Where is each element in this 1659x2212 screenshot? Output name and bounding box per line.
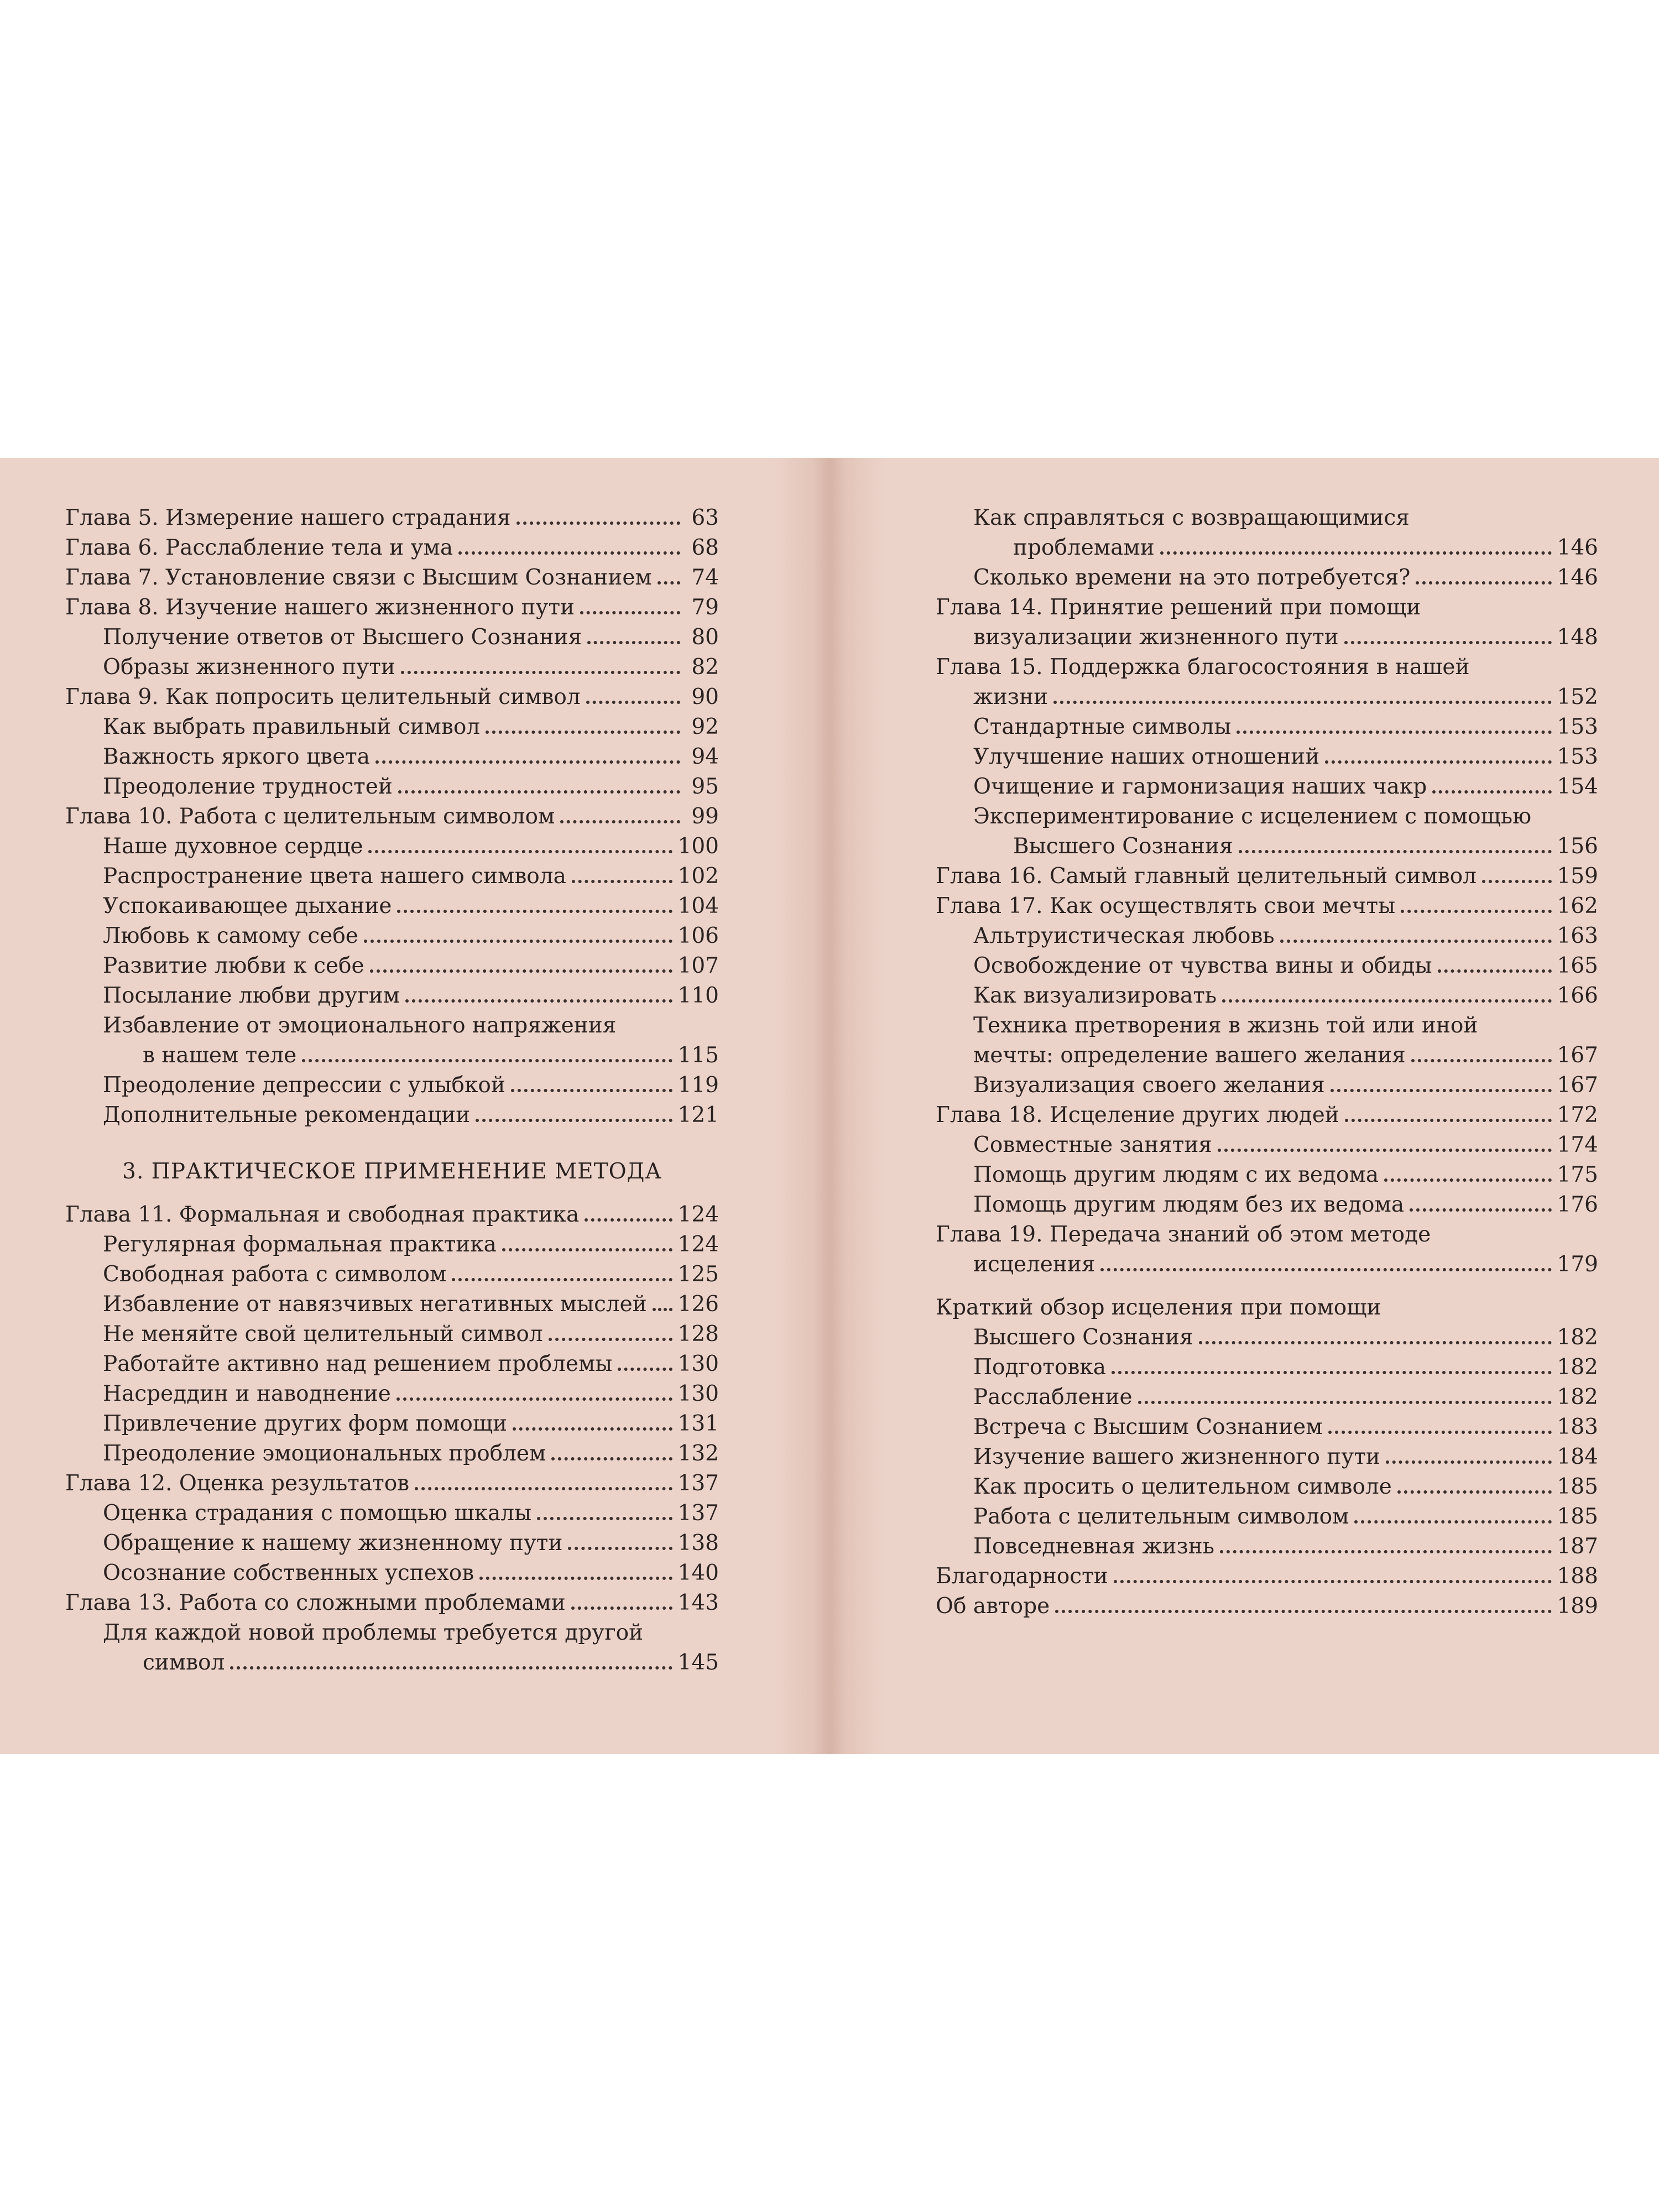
toc-entry xyxy=(65,1041,719,1071)
toc-entry xyxy=(65,921,719,951)
toc-entry xyxy=(936,1532,1598,1562)
toc-entry-page: 126 xyxy=(677,1292,719,1317)
toc-entry-title: Высшего Сознания xyxy=(973,1325,1193,1350)
toc-entry-page: 68 xyxy=(691,535,719,560)
toc-entry xyxy=(65,1011,719,1041)
toc-entry xyxy=(65,1499,719,1528)
toc-entry-title: Глава 13. Работа со сложными проблемами xyxy=(65,1590,566,1615)
toc-entry-page: 176 xyxy=(1557,1192,1598,1217)
toc-entry-title: Благодарности xyxy=(936,1564,1108,1589)
dot-leader xyxy=(587,641,680,644)
toc-entry xyxy=(936,1383,1598,1412)
left-page xyxy=(65,503,719,1731)
toc-entry-page: 188 xyxy=(1557,1564,1598,1589)
toc-entry-page: 124 xyxy=(677,1232,719,1257)
toc-entry-page: 182 xyxy=(1557,1355,1598,1380)
toc-entry xyxy=(65,1469,719,1499)
toc-entry-page: 175 xyxy=(1557,1162,1598,1187)
dot-leader xyxy=(1416,581,1551,585)
toc-entry-title: Преодоление эмоциональных проблем xyxy=(103,1441,546,1466)
toc-entry xyxy=(936,1442,1598,1472)
toc-entry-page: 100 xyxy=(677,834,719,859)
toc-entry-title: Очищение и гармонизация наших чакр xyxy=(973,774,1427,799)
dot-leader xyxy=(1280,940,1552,943)
toc-entry-title: Глава 19. Передача знаний об этом методе xyxy=(936,1222,1431,1247)
toc-entry-page: 167 xyxy=(1557,1043,1598,1068)
toc-entry-title: Техника претворения в жизнь той или иной xyxy=(973,1013,1478,1038)
toc-entry xyxy=(65,891,719,921)
dot-leader xyxy=(517,521,680,525)
toc-entry-page: 154 xyxy=(1557,774,1598,799)
toc-entry-title: Сколько времени на это потребуется? xyxy=(973,565,1411,590)
toc-entry-title: Глава 10. Работа с целительным символом xyxy=(65,804,555,829)
toc-entry-title: Глава 18. Исцеление других людей xyxy=(936,1103,1339,1128)
dot-leader xyxy=(458,551,680,555)
toc-entry-title: Важность яркого цвета xyxy=(103,744,370,769)
toc-entry-title: Осознание собственных успехов xyxy=(103,1561,474,1585)
toc-entry-title: Избавление от эмоционального напряжения xyxy=(103,1013,617,1038)
toc-entry-title: Как справляться с возвращающимися xyxy=(973,505,1410,530)
toc-entry-title: Преодоление трудностей xyxy=(103,774,393,799)
toc-entry xyxy=(65,742,719,772)
toc-entry xyxy=(936,1562,1598,1592)
dot-leader xyxy=(502,1248,672,1251)
dot-leader xyxy=(397,1397,672,1401)
toc-entry-page: 121 xyxy=(677,1103,719,1128)
toc-entry xyxy=(65,832,719,862)
toc-entry xyxy=(936,742,1598,772)
toc-entry-page: 143 xyxy=(677,1590,719,1615)
dot-leader xyxy=(1411,1059,1552,1062)
toc-entry-page: 79 xyxy=(691,595,719,620)
toc-entry-title: Глава 8. Изучение нашего жизненного пути xyxy=(65,595,575,620)
toc-entry xyxy=(65,862,719,891)
toc-entry xyxy=(65,503,719,533)
dot-leader xyxy=(618,1368,672,1371)
dot-leader xyxy=(1410,1208,1551,1212)
toc-entry xyxy=(65,1558,719,1588)
dot-leader xyxy=(1222,999,1551,1003)
toc-entry xyxy=(936,1412,1598,1442)
toc-entry xyxy=(936,533,1598,563)
toc-entry-page: 187 xyxy=(1557,1534,1598,1559)
toc-entry-page: 128 xyxy=(677,1322,719,1347)
toc-entry xyxy=(65,802,719,832)
toc-entry-page: 165 xyxy=(1557,953,1598,978)
toc-entry-page: 106 xyxy=(677,924,719,948)
toc-entry-page: 124 xyxy=(677,1202,719,1227)
toc-entry xyxy=(65,1319,719,1349)
dot-leader xyxy=(486,731,680,734)
toc-entry xyxy=(65,712,719,742)
toc-entry xyxy=(936,981,1598,1011)
toc-entry-title: символ xyxy=(143,1650,225,1675)
toc-entry-title: исцеления xyxy=(973,1252,1095,1277)
toc-entry-title: Встреча с Высшим Сознанием xyxy=(973,1415,1323,1439)
toc-entry-title: Подготовка xyxy=(973,1355,1107,1380)
toc-entry-title: Помощь другим людям с их ведома xyxy=(973,1162,1379,1187)
toc-entry-title: Свободная работа с символом xyxy=(103,1262,447,1287)
dot-leader xyxy=(1237,731,1551,734)
dot-leader xyxy=(571,1606,672,1610)
toc-entry-page: 107 xyxy=(677,953,719,978)
toc-entry xyxy=(65,682,719,712)
dot-leader xyxy=(1218,1149,1552,1152)
dot-leader xyxy=(549,1338,672,1341)
toc-entry xyxy=(936,1100,1598,1130)
toc-entry-title: Глава 17. Как осуществлять свои мечты xyxy=(936,894,1396,919)
toc-entry xyxy=(65,653,719,682)
toc-entry-page: 146 xyxy=(1557,535,1598,560)
toc-entry-page: 182 xyxy=(1557,1385,1598,1410)
toc-entry xyxy=(936,1472,1598,1502)
toc-entry-title: Глава 14. Принятие решений при помощи xyxy=(936,595,1421,620)
toc-entry-page: 179 xyxy=(1557,1252,1598,1277)
dot-leader xyxy=(1199,1341,1552,1344)
dot-leader xyxy=(401,671,680,674)
toc-entry-page: 163 xyxy=(1557,924,1598,948)
toc-entry-title: Не меняйте свой целительный символ xyxy=(103,1322,543,1347)
toc-entry xyxy=(65,1409,719,1439)
dot-leader xyxy=(1331,1089,1552,1092)
dot-leader xyxy=(1432,790,1551,794)
toc-entry xyxy=(936,1130,1598,1160)
dot-leader xyxy=(1325,760,1551,764)
toc-entry xyxy=(65,623,719,653)
toc-entry-title: Успокаивающее дыхание xyxy=(103,894,392,919)
toc-entry xyxy=(65,951,719,981)
toc-entry xyxy=(936,563,1598,593)
toc-entry xyxy=(65,1290,719,1319)
right-page xyxy=(936,503,1598,1731)
toc-entry xyxy=(65,1528,719,1558)
toc-entry xyxy=(936,653,1598,682)
toc-entry-page: 153 xyxy=(1557,744,1598,769)
dot-leader xyxy=(1328,1431,1552,1434)
toc-entry-title: Работайте активно над решением проблемы xyxy=(103,1352,613,1376)
toc-entry-page: 140 xyxy=(677,1561,719,1585)
toc-entry xyxy=(936,1293,1598,1323)
dot-leader xyxy=(568,1547,672,1550)
toc-entry xyxy=(65,533,719,563)
dot-leader xyxy=(230,1666,672,1670)
toc-entry-title: Распространение цвета нашего символа xyxy=(103,864,566,889)
toc-entry xyxy=(936,862,1598,891)
toc-entry xyxy=(936,593,1598,623)
toc-entry xyxy=(936,1041,1598,1071)
toc-entry-page: 185 xyxy=(1557,1474,1598,1499)
toc-entry-page: 152 xyxy=(1557,685,1598,709)
toc-entry-page: 131 xyxy=(677,1411,719,1436)
toc-entry-title: Об авторе xyxy=(936,1594,1050,1619)
toc-entry-title: Экспериментирование с исцелением с помощью xyxy=(973,804,1532,829)
toc-entry xyxy=(65,1439,719,1469)
toc-entry-title: Глава 5. Измерение нашего страдания xyxy=(65,505,511,530)
toc-list-right xyxy=(936,503,1598,1621)
toc-entry-title: визуализации жизненного пути xyxy=(973,625,1339,650)
dot-leader xyxy=(405,999,672,1003)
toc-entry-page: 82 xyxy=(691,655,719,680)
toc-entry-title: Улучшение наших отношений xyxy=(973,744,1320,769)
toc-entry-title: Глава 6. Расслабление тела и ума xyxy=(65,535,453,560)
toc-entry-title: Для каждой новой проблемы требуется другой xyxy=(103,1620,644,1645)
toc-entry-title: Наше духовное сердце xyxy=(103,834,363,859)
toc-entry-title: Регулярная формальная практика xyxy=(103,1232,497,1257)
toc-entry xyxy=(936,623,1598,653)
toc-list-left-top xyxy=(65,503,719,1130)
toc-entry-title: Преодоление депрессии с улыбкой xyxy=(103,1073,505,1098)
toc-entry xyxy=(936,1220,1598,1250)
toc-entry-page: 92 xyxy=(691,714,719,739)
toc-entry xyxy=(65,1588,719,1618)
dot-leader xyxy=(1354,1520,1551,1524)
toc-entry-title: Повседневная жизнь xyxy=(973,1534,1215,1559)
toc-entry-page: 94 xyxy=(691,744,719,769)
dot-leader xyxy=(585,1218,672,1222)
toc-entry-page: 174 xyxy=(1557,1133,1598,1157)
toc-entry-page: 137 xyxy=(677,1471,719,1496)
toc-entry-title: Совместные занятия xyxy=(973,1133,1212,1157)
toc-entry-page: 63 xyxy=(691,505,719,530)
toc-entry-title: Получение ответов от Высшего Сознания xyxy=(103,625,582,650)
dot-leader xyxy=(375,760,680,764)
toc-entry-title: Избавление от навязчивых негативных мыслей xyxy=(103,1292,647,1317)
dot-leader xyxy=(1112,1371,1551,1374)
dot-leader xyxy=(1397,1490,1552,1494)
section-title: 3. ПРАКТИЧЕСКОЕ ПРИМЕНЕНИЕ МЕТОДА xyxy=(122,1159,662,1184)
dot-leader xyxy=(476,1119,672,1122)
toc-entry xyxy=(936,1160,1598,1190)
dot-leader xyxy=(1438,969,1552,973)
dot-leader xyxy=(537,1517,672,1520)
toc-entry-page: 119 xyxy=(677,1073,719,1098)
toc-entry-page: 145 xyxy=(677,1650,719,1675)
toc-entry-title: Глава 9. Как попросить целительный символ xyxy=(65,685,581,709)
dot-leader xyxy=(658,581,680,585)
toc-entry-page: 110 xyxy=(677,983,719,1008)
dot-leader xyxy=(513,1427,672,1431)
toc-entry xyxy=(65,1379,719,1409)
dot-leader xyxy=(1160,551,1552,555)
toc-entry-page: 189 xyxy=(1557,1594,1598,1619)
toc-entry-page: 185 xyxy=(1557,1504,1598,1529)
toc-entry-page: 138 xyxy=(677,1531,719,1556)
dot-leader xyxy=(1100,1268,1551,1271)
toc-entry-title: Насреддин и наводнение xyxy=(103,1381,391,1406)
toc-entry-title: Развитие любви к себе xyxy=(103,953,364,978)
toc-entry-title: Альтруистическая любовь xyxy=(973,924,1275,948)
dot-leader xyxy=(1386,1460,1552,1464)
toc-entry-page: 104 xyxy=(677,894,719,919)
dot-leader xyxy=(415,1487,672,1490)
toc-entry-page: 125 xyxy=(677,1262,719,1287)
toc-entry-page: 102 xyxy=(677,864,719,889)
toc-entry xyxy=(65,772,719,802)
dot-leader xyxy=(572,880,672,883)
toc-entry-title: Дополнительные рекомендации xyxy=(103,1103,471,1128)
dot-leader xyxy=(1345,1119,1552,1122)
toc-entry xyxy=(936,891,1598,921)
toc-entry-title: Глава 11. Формальная и свободная практика xyxy=(65,1202,580,1227)
toc-entry xyxy=(65,1618,719,1648)
dot-leader xyxy=(479,1577,672,1580)
toc-entry-page: 148 xyxy=(1557,625,1598,650)
toc-entry xyxy=(936,682,1598,712)
toc-entry xyxy=(936,503,1598,533)
toc-entry xyxy=(65,1260,719,1290)
toc-entry-page: 166 xyxy=(1557,983,1598,1008)
toc-entry-title: жизни xyxy=(973,685,1048,709)
toc-entry-page: 137 xyxy=(677,1501,719,1526)
toc-entry-title: Образы жизненного пути xyxy=(103,655,395,680)
toc-entry-page: 132 xyxy=(677,1441,719,1466)
toc-entry-title: в нашем теле xyxy=(143,1043,297,1068)
toc-entry xyxy=(936,1592,1598,1621)
dot-leader xyxy=(1220,1550,1552,1553)
toc-entry xyxy=(936,1353,1598,1383)
toc-entry xyxy=(936,802,1598,832)
dot-leader xyxy=(551,1457,672,1460)
toc-entry-page: 159 xyxy=(1557,864,1598,889)
toc-entry-page: 167 xyxy=(1557,1073,1598,1098)
dot-leader xyxy=(1053,701,1551,704)
dot-leader xyxy=(370,969,672,973)
toc-entry xyxy=(936,951,1598,981)
toc-entry-title: Глава 16. Самый главный целительный символ xyxy=(936,864,1477,889)
toc-entry-page: 183 xyxy=(1557,1415,1598,1439)
toc-entry xyxy=(65,981,719,1011)
dot-leader xyxy=(560,820,680,823)
toc-entry xyxy=(65,1648,719,1678)
toc-entry xyxy=(936,1011,1598,1041)
dot-leader xyxy=(1384,1178,1551,1182)
toc-entry-title: Как выбрать правильный символ xyxy=(103,714,481,739)
toc-entry xyxy=(936,1502,1598,1532)
toc-entry-title: Освобождение от чувства вины и обиды xyxy=(973,953,1432,978)
toc-entry-title: Глава 7. Установление связи с Высшим Сознанием xyxy=(65,565,652,590)
toc-entry-page: 184 xyxy=(1557,1444,1598,1469)
dot-leader xyxy=(1482,880,1552,883)
dot-leader xyxy=(1344,641,1552,644)
toc-entry xyxy=(65,1100,719,1130)
toc-entry-page: 156 xyxy=(1557,834,1598,859)
toc-entry-page: 115 xyxy=(677,1043,719,1068)
dot-leader xyxy=(1138,1401,1552,1404)
toc-entry xyxy=(936,832,1598,862)
dot-leader xyxy=(580,611,680,614)
dot-leader xyxy=(364,940,672,943)
dot-leader xyxy=(302,1059,672,1062)
toc-entry-page: 74 xyxy=(691,565,719,590)
toc-entry-page: 90 xyxy=(691,685,719,709)
toc-entry xyxy=(65,1071,719,1100)
toc-entry-title: Работа с целительным символом xyxy=(973,1504,1349,1529)
dot-leader xyxy=(1055,1610,1551,1613)
toc-entry-title: Помощь другим людям без их ведома xyxy=(973,1192,1405,1217)
dot-leader xyxy=(653,1308,672,1311)
dot-leader xyxy=(586,701,680,704)
toc-entry xyxy=(936,712,1598,742)
dot-leader xyxy=(511,1089,672,1092)
toc-entry xyxy=(936,921,1598,951)
toc-entry-title: Глава 12. Оценка результатов xyxy=(65,1471,410,1496)
toc-entry-title: Как просить о целительном символе xyxy=(973,1474,1392,1499)
toc-entry-title: Визуализация своего желания xyxy=(973,1073,1325,1098)
dot-leader xyxy=(397,910,672,913)
toc-entry xyxy=(936,1250,1598,1280)
dot-leader xyxy=(368,850,672,853)
toc-entry-title: Привлечение других форм помощи xyxy=(103,1411,508,1436)
toc-entry-page: 99 xyxy=(691,804,719,829)
toc-entry xyxy=(65,593,719,623)
toc-entry-page: 162 xyxy=(1557,894,1598,919)
toc-entry-title: Изучение вашего жизненного пути xyxy=(973,1444,1380,1469)
toc-entry xyxy=(936,1071,1598,1100)
toc-entry-page: 172 xyxy=(1557,1103,1598,1128)
toc-list-left-bottom xyxy=(65,1200,719,1678)
book-gutter xyxy=(774,458,885,1754)
toc-entry-page: 130 xyxy=(677,1352,719,1376)
toc-entry-page: 130 xyxy=(677,1381,719,1406)
toc-entry-title: Глава 15. Поддержка благосостояния в нашей xyxy=(936,655,1470,680)
toc-entry-title: Посылание любви другим xyxy=(103,983,400,1008)
toc-entry xyxy=(65,1349,719,1379)
toc-entry xyxy=(65,563,719,593)
toc-entry-title: Краткий обзор исцеления при помощи xyxy=(936,1295,1381,1320)
dot-leader xyxy=(1239,850,1552,853)
toc-entry-page: 146 xyxy=(1557,565,1598,590)
toc-entry-title: Стандартные символы xyxy=(973,714,1232,739)
toc-entry-page: 95 xyxy=(691,774,719,799)
toc-entry-title: Оценка страдания с помощью шкалы xyxy=(103,1501,532,1526)
toc-entry-title: Обращение к нашему жизненному пути xyxy=(103,1531,563,1556)
toc-entry-title: Любовь к самому себе xyxy=(103,924,358,948)
toc-entry-title: Как визуализировать xyxy=(973,983,1217,1008)
toc-entry xyxy=(65,1200,719,1230)
toc-entry xyxy=(936,1190,1598,1220)
dot-leader xyxy=(398,790,680,794)
toc-entry-title: проблемами xyxy=(1013,535,1155,560)
toc-entry-title: Расслабление xyxy=(973,1385,1133,1410)
toc-entry xyxy=(65,1230,719,1260)
dot-leader xyxy=(1401,910,1551,913)
dot-leader xyxy=(452,1278,672,1281)
toc-entry xyxy=(936,1323,1598,1353)
toc-entry-page: 80 xyxy=(691,625,719,650)
dot-leader xyxy=(1114,1580,1552,1583)
toc-entry-title: Высшего Сознания xyxy=(1013,834,1233,859)
toc-entry xyxy=(936,772,1598,802)
toc-entry-page: 182 xyxy=(1557,1325,1598,1350)
toc-entry-page: 153 xyxy=(1557,714,1598,739)
toc-entry-title: мечты: определение вашего желания xyxy=(973,1043,1406,1068)
